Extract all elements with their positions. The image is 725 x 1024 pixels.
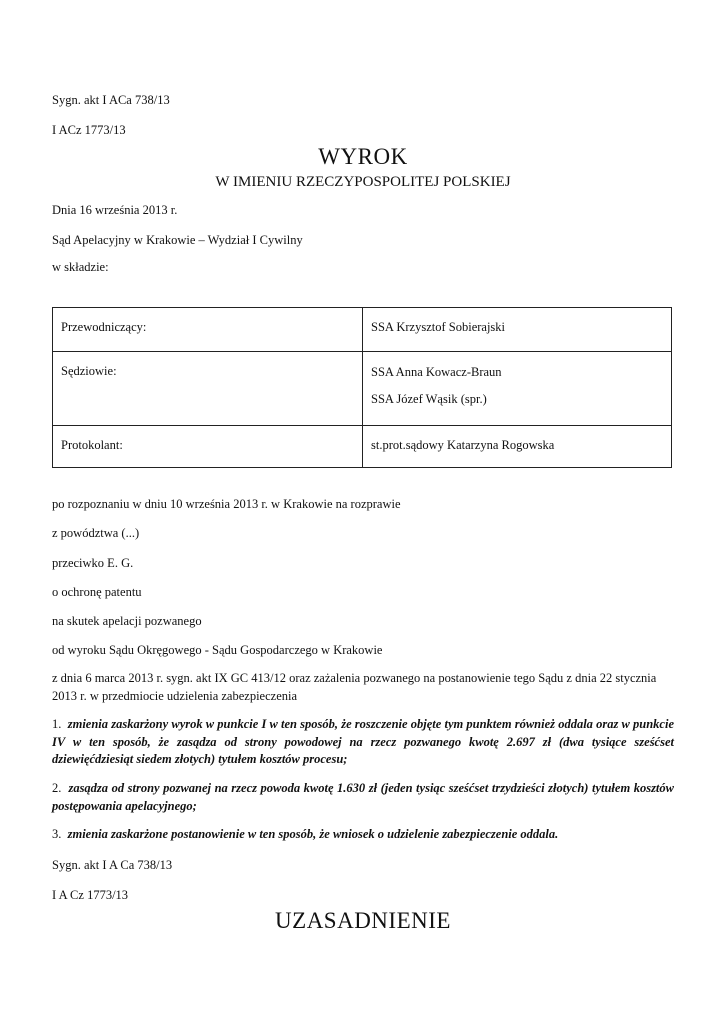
proceedings-line: na skutek apelacji pozwanego (52, 614, 202, 628)
decision-number: 2. (52, 781, 62, 795)
composition-table (52, 307, 672, 468)
decision-number: 1. (52, 717, 62, 731)
justification-title: UZASADNIENIE (275, 908, 451, 933)
decision-item (52, 826, 674, 844)
judge-name: SSA Józef Wąsik (spr.) (371, 392, 487, 406)
presiding-name: SSA Krzysztof Sobierajski (363, 308, 672, 352)
judgment-date: Dnia 16 września 2013 r. (52, 203, 178, 217)
document-subtitle: W IMIENIU RZECZYPOSPOLITEJ POLSKIEJ (215, 174, 511, 190)
court-name: Sąd Apelacyjny w Krakowie – Wydział I Cywilny (52, 233, 303, 247)
decision-item (52, 716, 674, 769)
case-signature: Sygn. akt I ACa 738/13 (52, 93, 170, 107)
proceedings-paragraph: z dnia 6 marca 2013 r. sygn. akt IX GC 413/12 oraz zażalenia pozwanego na postanowienie tego Sądu z dnia 22 stycznia 2013 r. w przedmiocie udzielenia zabezpieczenia (52, 671, 657, 703)
table-row (53, 352, 672, 426)
judge-name: SSA Anna Kowacz-Braun (371, 365, 502, 379)
clerk-role: Protokolant: (53, 426, 363, 468)
proceedings-line: przeciwko E. G. (52, 556, 134, 570)
decision-text: zmienia zaskarżony wyrok w punkcie I w ten sposób, że roszczenie objęte tym punktem również oddala oraz w punkcie IV w ten sposób, że zasądza od strony powodowej na rzecz pozwanego kwotę 2.697 zł (dwa tysiące sześćset dziewięćdziesiąt siedem złotych) tytułem kosztów procesu; (52, 717, 675, 766)
presiding-role: Przewodniczący: (53, 308, 363, 352)
document-title: WYROK (318, 144, 408, 169)
clerk-name: st.prot.sądowy Katarzyna Rogowska (363, 426, 672, 468)
decision-number: 3. (52, 827, 62, 841)
proceedings-line: od wyroku Sądu Okręgowego - Sądu Gospodarczego w Krakowie (52, 643, 383, 657)
composition-intro: w składzie: (52, 260, 109, 274)
judges-role: Sędziowie: (53, 352, 363, 426)
decision-text: zmienia zaskarżone postanowienie w ten sposób, że wniosek o udzielenie zabezpieczenie oddala. (67, 827, 559, 841)
decision-text: zasądza od strony pozwanej na rzecz powoda kwotę 1.630 zł (jeden tysiąc sześćset trzydzieści złotych) tytułem kosztów postępowania apelacyjnego; (52, 781, 674, 813)
decision-item (52, 780, 674, 815)
proceedings-line: po rozpoznaniu w dniu 10 września 2013 r. w Krakowie na rozprawie (52, 497, 401, 511)
proceedings-line: o ochronę patentu (52, 585, 142, 599)
case-signature-secondary: I A Cz 1773/13 (52, 888, 129, 902)
proceedings-line: z powództwa (...) (52, 526, 140, 540)
case-signature-secondary: I ACz 1773/13 (52, 123, 126, 137)
judges-cell (363, 352, 672, 426)
table-row (53, 308, 672, 352)
table-row (53, 426, 672, 468)
case-signature: Sygn. akt I A Ca 738/13 (52, 858, 173, 872)
